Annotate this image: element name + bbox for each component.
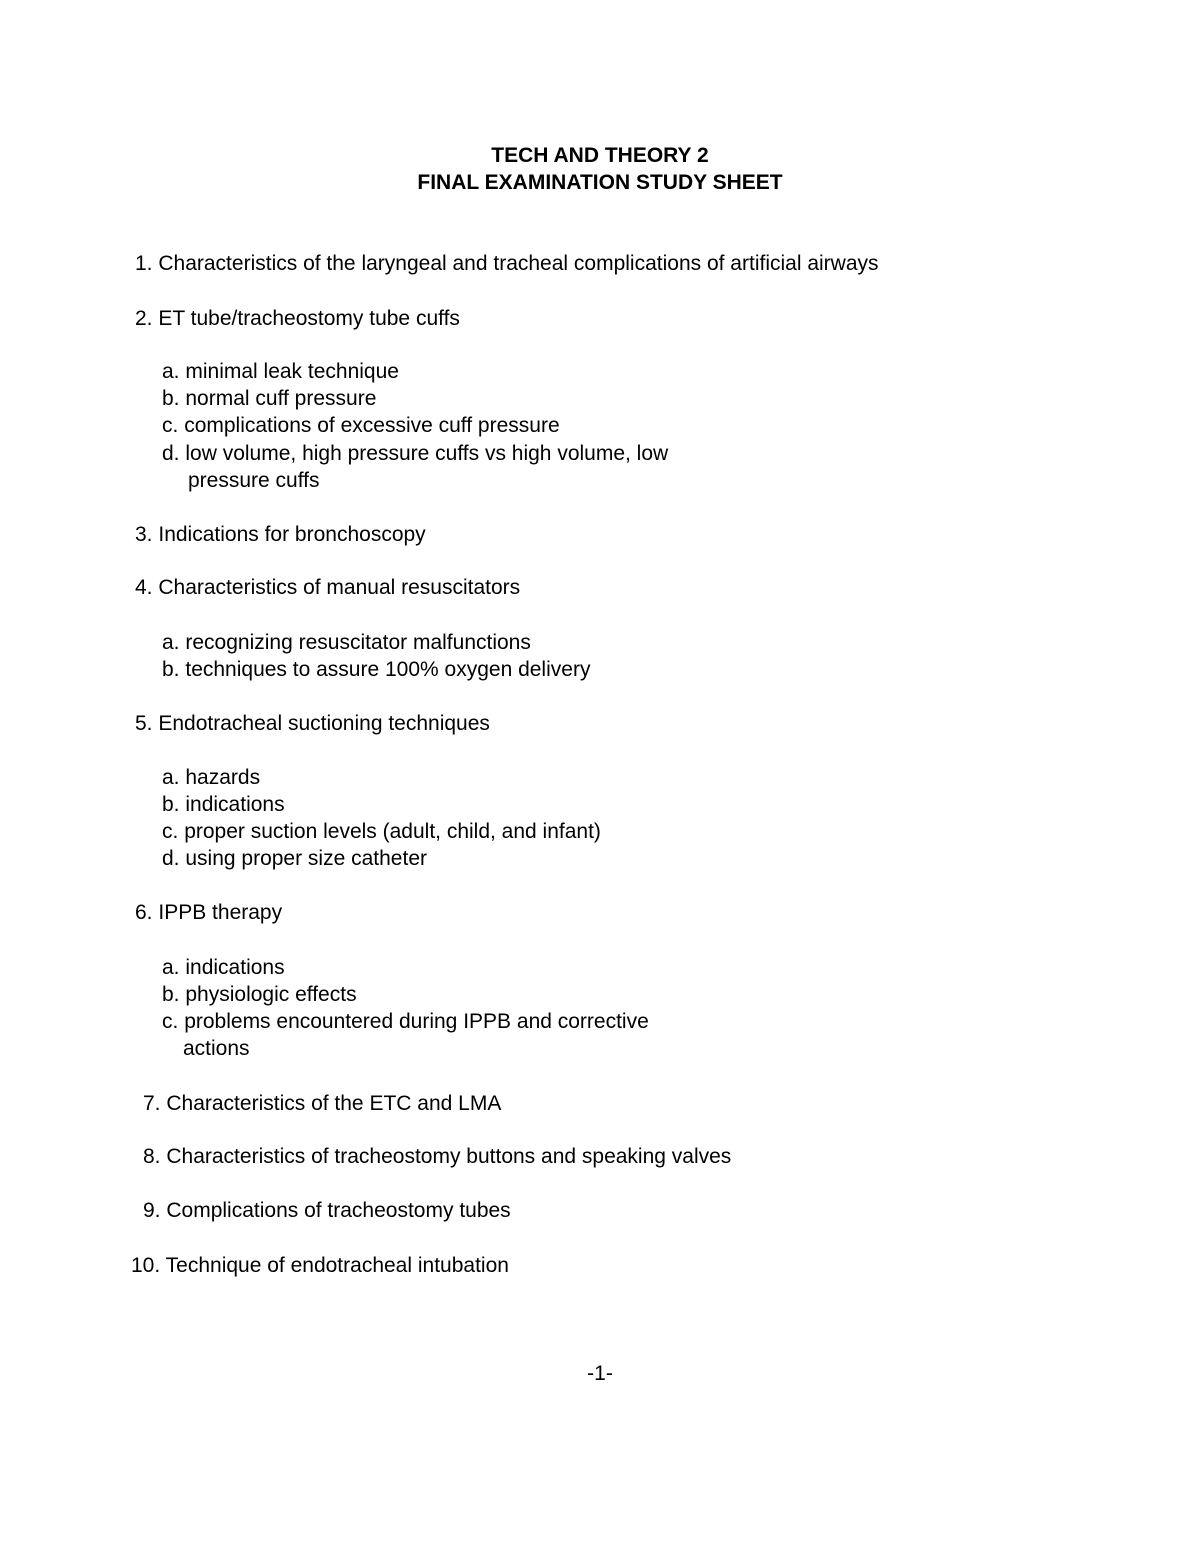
item-text: Characteristics of manual resuscitators [158,576,521,599]
sub-item-label: c. [162,820,179,843]
list-item-4 [135,574,520,601]
sub-item-2b [162,385,376,412]
sub-item-text: indications [185,793,285,816]
list-item-8 [143,1143,731,1170]
sub-item-label: a. [162,631,180,654]
sub-item-text: complications of excessive cuff pressure [184,414,560,437]
sub-item-label: b. [162,387,180,410]
sub-item-text: problems encountered during IPPB and corrective [184,1010,649,1033]
sub-item-6b [162,981,357,1008]
list-item-1 [135,250,879,277]
sub-item-2c [162,412,560,439]
sub-item-5b [162,791,285,818]
sub-item-text: normal cuff pressure [185,387,377,410]
sub-item-label: a. [162,360,180,383]
sub-item-4a [162,629,531,656]
list-item-7 [143,1090,501,1117]
item-number: 10. [131,1254,161,1277]
item-number: 8. [143,1145,161,1168]
sub-item-label: d. [162,442,180,465]
sub-item-label: d. [162,847,180,870]
sub-item-text: recognizing resuscitator malfunctions [185,631,531,654]
sub-item-2a [162,358,399,385]
sub-item-6a [162,954,285,981]
sub-item-label: a. [162,956,180,979]
sub-item-label: c. [162,414,179,437]
list-item-5 [135,710,490,737]
item-number: 1. [135,252,153,275]
sub-item-5c [162,818,601,845]
sub-item-label: c. [162,1010,179,1033]
sub-item-text: techniques to assure 100% oxygen delivery [185,658,591,681]
item-text: IPPB therapy [158,901,283,924]
sub-item-6c-continuation: actions [183,1037,250,1060]
sub-item-text: using proper size catheter [185,847,427,870]
sub-item-6c [162,1008,649,1035]
sub-item-text: indications [185,956,285,979]
title-line-2: FINAL EXAMINATION STUDY SHEET [417,171,783,194]
sub-item-label: a. [162,766,180,789]
item-number: 9. [143,1199,161,1222]
item-text: ET tube/tracheostomy tube cuffs [158,307,460,330]
item-text: Characteristics of the ETC and LMA [166,1092,502,1115]
item-number: 5. [135,712,153,735]
sub-item-5d [162,845,427,872]
item-number: 7. [143,1092,161,1115]
title-line-1: TECH AND THEORY 2 [491,144,709,167]
sub-item-label: b. [162,658,180,681]
item-text: Characteristics of the laryngeal and tracheal complications of artificial airways [158,252,879,275]
list-item-10 [131,1252,509,1279]
sub-item-2d [162,440,668,467]
sub-item-2d-continuation: pressure cuffs [188,469,320,492]
list-item-2 [135,305,460,332]
sub-item-label: b. [162,983,180,1006]
sub-item-text: physiologic effects [185,983,357,1006]
item-number: 2. [135,307,153,330]
item-number: 4. [135,576,153,599]
item-number: 6. [135,901,153,924]
sub-item-text: minimal leak technique [185,360,399,383]
list-item-9 [143,1197,511,1224]
sub-item-label: b. [162,793,180,816]
sub-item-text: low volume, high pressure cuffs vs high volume, low [185,442,669,465]
item-text: Indications for bronchoscopy [158,523,426,546]
sub-item-5a [162,764,260,791]
sub-item-4b [162,656,590,683]
item-text: Complications of tracheostomy tubes [166,1199,511,1222]
sub-item-text: proper suction levels (adult, child, and infant) [184,820,601,843]
page-number: -1- [587,1362,613,1385]
list-item-3 [135,521,426,548]
list-item-6 [135,899,282,926]
sub-item-text: hazards [185,766,261,789]
item-text: Technique of endotracheal intubation [165,1254,509,1277]
item-text: Endotracheal suctioning techniques [158,712,490,735]
item-text: Characteristics of tracheostomy buttons and speaking valves [166,1145,732,1168]
item-number: 3. [135,523,153,546]
